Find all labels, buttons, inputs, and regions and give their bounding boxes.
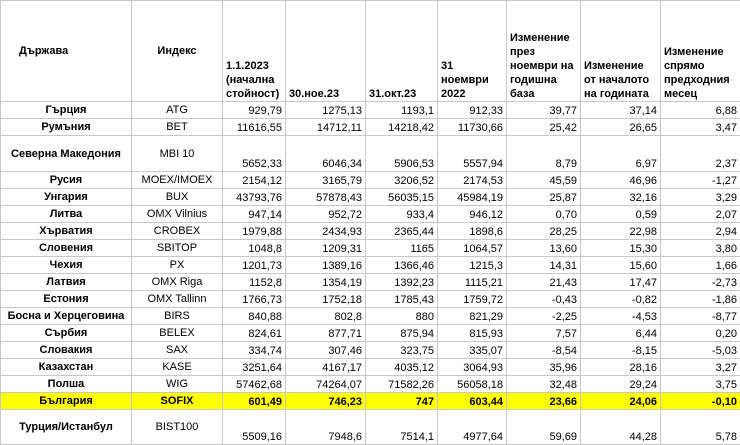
header-country: Държава — [1, 1, 132, 102]
table-row — [1, 206, 740, 223]
cell-nov31-2022: 11730,66 — [438, 119, 507, 136]
header-change-ytd: Изменение от началото на годината — [581, 1, 661, 102]
cell-change-ytd: -0,82 — [581, 291, 661, 308]
cell-index: PX — [132, 257, 223, 274]
cell-country: Словения — [1, 240, 132, 257]
cell-nov31-2022: 912,33 — [438, 102, 507, 119]
cell-change-month: 2,07 — [661, 206, 740, 223]
cell-change-month: 1,66 — [661, 257, 740, 274]
cell-index: SAX — [132, 342, 223, 359]
cell-jan2023: 947,14 — [223, 206, 286, 223]
cell-change-ytd: 24,06 — [581, 393, 661, 410]
cell-index: SBITOP — [132, 240, 223, 257]
cell-nov31-2022: 1898,6 — [438, 223, 507, 240]
cell-nov30: 802,8 — [286, 308, 366, 325]
table-row — [1, 376, 740, 393]
table-row — [1, 410, 740, 445]
cell-country: Словакия — [1, 342, 132, 359]
cell-country: Чехия — [1, 257, 132, 274]
cell-jan2023: 1979,88 — [223, 223, 286, 240]
cell-change-ytd: 22,98 — [581, 223, 661, 240]
cell-change-ytd: 29,24 — [581, 376, 661, 393]
cell-jan2023: 1048,8 — [223, 240, 286, 257]
cell-nov30: 7948,6 — [286, 410, 366, 445]
table-row — [1, 325, 740, 342]
cell-nov31-2022: 1215,3 — [438, 257, 507, 274]
cell-country: Гърция — [1, 102, 132, 119]
table-row — [1, 172, 740, 189]
cell-country: Русия — [1, 172, 132, 189]
cell-jan2023: 929,79 — [223, 102, 286, 119]
cell-country: България — [1, 393, 132, 410]
cell-change-annual: 59,69 — [507, 410, 581, 445]
cell-change-ytd: 15,30 — [581, 240, 661, 257]
cell-change-annual: -2,25 — [507, 308, 581, 325]
cell-country: Румъния — [1, 119, 132, 136]
cell-nov31-2022: 56058,18 — [438, 376, 507, 393]
header-nov31-2022: 31 ноември 2022 — [438, 1, 507, 102]
cell-change-ytd: -4,53 — [581, 308, 661, 325]
cell-nov30: 74264,07 — [286, 376, 366, 393]
cell-change-ytd: 15,60 — [581, 257, 661, 274]
table-row — [1, 119, 740, 136]
cell-change-annual: 14,31 — [507, 257, 581, 274]
cell-index: SOFIX — [132, 393, 223, 410]
cell-index: ATG — [132, 102, 223, 119]
cell-nov30: 6046,34 — [286, 136, 366, 172]
header-oct31: 31.окт.23 — [366, 1, 438, 102]
table-row — [1, 359, 740, 376]
cell-jan2023: 840,88 — [223, 308, 286, 325]
header-index: Индекс — [132, 1, 223, 102]
cell-jan2023: 3251,64 — [223, 359, 286, 376]
cell-country: Литва — [1, 206, 132, 223]
header-change-annual: Изменение през ноември на годишна база — [507, 1, 581, 102]
cell-change-month: 0,20 — [661, 325, 740, 342]
cell-oct31: 747 — [366, 393, 438, 410]
cell-change-month: -8,77 — [661, 308, 740, 325]
cell-change-ytd: 6,44 — [581, 325, 661, 342]
cell-nov30: 57878,43 — [286, 189, 366, 206]
cell-oct31: 1392,23 — [366, 274, 438, 291]
cell-country: Хърватия — [1, 223, 132, 240]
table-row — [1, 189, 740, 206]
cell-change-month: 3,29 — [661, 189, 740, 206]
cell-change-month: 3,47 — [661, 119, 740, 136]
cell-jan2023: 1152,8 — [223, 274, 286, 291]
cell-change-ytd: 26,65 — [581, 119, 661, 136]
cell-change-ytd: 32,16 — [581, 189, 661, 206]
cell-nov31-2022: 815,93 — [438, 325, 507, 342]
cell-change-ytd: 37,14 — [581, 102, 661, 119]
cell-change-annual: -0,43 — [507, 291, 581, 308]
cell-change-annual: 28,25 — [507, 223, 581, 240]
cell-change-annual: 39,77 — [507, 102, 581, 119]
cell-nov31-2022: 4977,64 — [438, 410, 507, 445]
cell-country: Северна Македония — [1, 136, 132, 172]
cell-nov31-2022: 1759,72 — [438, 291, 507, 308]
table-row — [1, 240, 740, 257]
cell-change-month: 2,94 — [661, 223, 740, 240]
cell-jan2023: 1201,73 — [223, 257, 286, 274]
cell-change-annual: -8,54 — [507, 342, 581, 359]
cell-country: Унгария — [1, 189, 132, 206]
cell-nov31-2022: 946,12 — [438, 206, 507, 223]
cell-nov30: 14712,11 — [286, 119, 366, 136]
cell-jan2023: 43793,76 — [223, 189, 286, 206]
cell-change-ytd: -8,15 — [581, 342, 661, 359]
cell-jan2023: 1766,73 — [223, 291, 286, 308]
cell-index: OMX Vilnius — [132, 206, 223, 223]
cell-change-month: 3,80 — [661, 240, 740, 257]
cell-change-annual: 13,60 — [507, 240, 581, 257]
cell-nov30: 1752,18 — [286, 291, 366, 308]
cell-country: Казахстан — [1, 359, 132, 376]
table-row — [1, 308, 740, 325]
cell-nov30: 1389,16 — [286, 257, 366, 274]
cell-country: Босна и Херцеговина — [1, 308, 132, 325]
cell-change-month: 6,88 — [661, 102, 740, 119]
table-row — [1, 102, 740, 119]
cell-jan2023: 5652,33 — [223, 136, 286, 172]
cell-change-month: -5,03 — [661, 342, 740, 359]
cell-index: CROBEX — [132, 223, 223, 240]
cell-country: Естония — [1, 291, 132, 308]
cell-change-annual: 23,66 — [507, 393, 581, 410]
cell-jan2023: 824,61 — [223, 325, 286, 342]
cell-change-month: -1,86 — [661, 291, 740, 308]
cell-oct31: 1366,46 — [366, 257, 438, 274]
cell-change-ytd: 46,96 — [581, 172, 661, 189]
table-row — [1, 257, 740, 274]
cell-jan2023: 57462,68 — [223, 376, 286, 393]
cell-oct31: 323,75 — [366, 342, 438, 359]
cell-nov30: 2434,93 — [286, 223, 366, 240]
header-row — [1, 1, 740, 102]
table-row — [1, 342, 740, 359]
cell-change-month: 2,37 — [661, 136, 740, 172]
cell-oct31: 1785,43 — [366, 291, 438, 308]
cell-jan2023: 601,49 — [223, 393, 286, 410]
cell-index: OMX Tallinn — [132, 291, 223, 308]
cell-change-annual: 35,96 — [507, 359, 581, 376]
header-jan2023: 1.1.2023 (начална стойност) — [223, 1, 286, 102]
cell-nov30: 4167,17 — [286, 359, 366, 376]
cell-index: BIST100 — [132, 410, 223, 445]
cell-oct31: 3206,52 — [366, 172, 438, 189]
cell-change-ytd: 17,47 — [581, 274, 661, 291]
cell-nov31-2022: 2174,53 — [438, 172, 507, 189]
cell-jan2023: 2154,12 — [223, 172, 286, 189]
cell-index: MOEX/IMOEX — [132, 172, 223, 189]
cell-change-annual: 0,70 — [507, 206, 581, 223]
cell-nov30: 307,46 — [286, 342, 366, 359]
cell-nov30: 952,72 — [286, 206, 366, 223]
cell-change-annual: 21,43 — [507, 274, 581, 291]
cell-change-annual: 7,57 — [507, 325, 581, 342]
cell-oct31: 933,4 — [366, 206, 438, 223]
cell-oct31: 2365,44 — [366, 223, 438, 240]
cell-index: KASE — [132, 359, 223, 376]
cell-change-month: 3,75 — [661, 376, 740, 393]
cell-nov31-2022: 821,29 — [438, 308, 507, 325]
cell-change-month: 3,27 — [661, 359, 740, 376]
cell-oct31: 7514,1 — [366, 410, 438, 445]
table-row — [1, 223, 740, 240]
cell-change-month: -0,10 — [661, 393, 740, 410]
cell-oct31: 880 — [366, 308, 438, 325]
cell-nov30: 3165,79 — [286, 172, 366, 189]
cell-jan2023: 5509,16 — [223, 410, 286, 445]
cell-oct31: 56035,15 — [366, 189, 438, 206]
cell-oct31: 1165 — [366, 240, 438, 257]
cell-change-month: -1,27 — [661, 172, 740, 189]
cell-oct31: 14218,42 — [366, 119, 438, 136]
header-change-month: Изменение спрямо предходния месец — [661, 1, 740, 102]
cell-index: WIG — [132, 376, 223, 393]
cell-country: Сърбия — [1, 325, 132, 342]
cell-change-ytd: 6,97 — [581, 136, 661, 172]
cell-change-ytd: 44,28 — [581, 410, 661, 445]
cell-nov31-2022: 45984,19 — [438, 189, 507, 206]
cell-oct31: 71582,26 — [366, 376, 438, 393]
cell-nov31-2022: 1064,57 — [438, 240, 507, 257]
cell-nov31-2022: 603,44 — [438, 393, 507, 410]
cell-oct31: 4035,12 — [366, 359, 438, 376]
cell-nov31-2022: 5557,94 — [438, 136, 507, 172]
cell-oct31: 875,94 — [366, 325, 438, 342]
cell-country: Полша — [1, 376, 132, 393]
cell-jan2023: 11616,55 — [223, 119, 286, 136]
cell-index: BIRS — [132, 308, 223, 325]
cell-index: BELEX — [132, 325, 223, 342]
cell-change-month: 5,78 — [661, 410, 740, 445]
cell-change-ytd: 28,16 — [581, 359, 661, 376]
cell-nov30: 1354,19 — [286, 274, 366, 291]
header-nov30: 30.ное.23 — [286, 1, 366, 102]
cell-index: BET — [132, 119, 223, 136]
cell-change-annual: 25,87 — [507, 189, 581, 206]
cell-nov30: 746,23 — [286, 393, 366, 410]
cell-nov31-2022: 335,07 — [438, 342, 507, 359]
cell-change-ytd: 0,59 — [581, 206, 661, 223]
table-row — [1, 136, 740, 172]
cell-nov31-2022: 3064,93 — [438, 359, 507, 376]
cell-nov30: 1209,31 — [286, 240, 366, 257]
cell-change-annual: 45,59 — [507, 172, 581, 189]
cell-nov30: 1275,13 — [286, 102, 366, 119]
table-row — [1, 393, 740, 410]
cell-index: BUX — [132, 189, 223, 206]
cell-oct31: 5906,53 — [366, 136, 438, 172]
cell-change-annual: 8,79 — [507, 136, 581, 172]
cell-index: OMX Riga — [132, 274, 223, 291]
cell-country: Латвия — [1, 274, 132, 291]
cell-change-annual: 25,42 — [507, 119, 581, 136]
cell-country: Турция/Истанбул — [1, 410, 132, 445]
cell-change-month: -2,73 — [661, 274, 740, 291]
cell-jan2023: 334,74 — [223, 342, 286, 359]
cell-index: MBI 10 — [132, 136, 223, 172]
cell-nov31-2022: 1115,21 — [438, 274, 507, 291]
cell-nov30: 877,71 — [286, 325, 366, 342]
cell-change-annual: 32,48 — [507, 376, 581, 393]
cell-oct31: 1193,1 — [366, 102, 438, 119]
table-row — [1, 274, 740, 291]
table-row — [1, 291, 740, 308]
